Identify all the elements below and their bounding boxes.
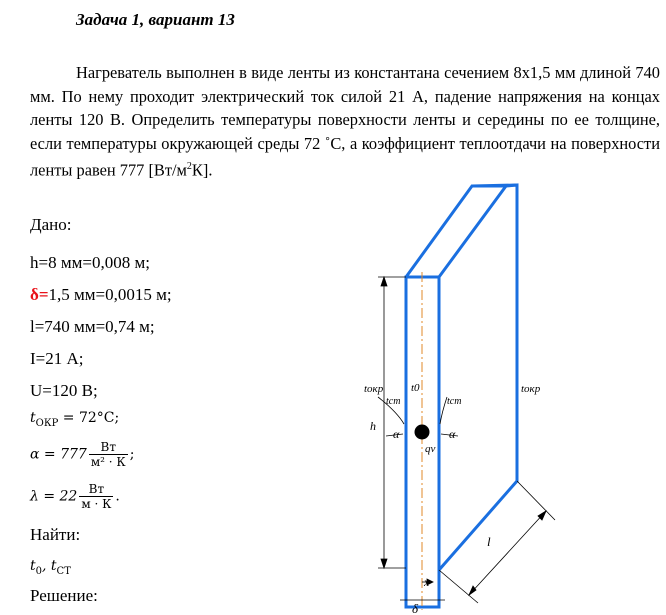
strip-side-face	[439, 185, 517, 570]
label-t0: t0	[411, 382, 420, 394]
solution-heading: Решение:	[30, 586, 98, 605]
lambda-suffix: .	[115, 488, 120, 505]
lambda-denominator: м · К	[81, 497, 112, 511]
t-okr-sub: ОКР	[35, 417, 59, 429]
lambda-numerator: Вт	[79, 482, 113, 497]
given-I: I=21 А;	[30, 349, 84, 368]
t0-sub: 0	[35, 565, 43, 577]
alpha-denominator: м² · К	[90, 455, 126, 469]
problem-title: Задача 1, вариант 13	[76, 10, 235, 29]
given-heading: Дано:	[30, 215, 72, 234]
problem-text: Нагреватель выполнен в виде ленты из константана сечением 8x1,5 мм длиной 740 мм. По нему проходит электрический ток силой 21 А, падение напряжения на концах ленты 120 В. Определить температуры поверхности ленты и середины по ее толщине, если температуры окружающей среды 72 ˚С, а коэффициент теплоотдачи на поверхности ленты равен 777 [Вт/м	[30, 63, 660, 180]
strip-top-edge	[472, 185, 517, 186]
find-heading: Найти:	[30, 525, 81, 544]
l-ext-top	[517, 481, 555, 520]
given-U: U=120 В;	[30, 381, 98, 400]
tst-symbol: , t	[42, 558, 57, 574]
label-h: h	[370, 419, 376, 433]
h-arrow-top	[381, 277, 387, 286]
problem-text-end: К].	[191, 160, 213, 180]
alpha-expr: α = 777	[30, 446, 87, 463]
l-arrow-bottom	[469, 586, 476, 595]
l-ext-bottom	[439, 570, 478, 603]
label-t-okr-left: tокр	[364, 383, 384, 395]
tst-sub: СТ	[56, 565, 71, 577]
alpha-suffix: ;	[129, 446, 135, 463]
label-qv: qv	[425, 443, 436, 455]
given-h: h=8 мм=0,008 м;	[30, 253, 150, 272]
label-l: l	[487, 534, 491, 549]
tst-right-leader	[440, 397, 447, 424]
label-tst-right: tст	[447, 396, 462, 407]
strip-body	[406, 185, 517, 607]
lambda-expr: λ = 22	[30, 488, 78, 505]
label-x: x	[424, 575, 430, 589]
strip-top-face	[406, 186, 506, 277]
given-l: l=740 мм=0,74 м;	[30, 317, 155, 336]
heat-source-point-icon	[415, 425, 430, 440]
label-alpha-left: α	[393, 427, 400, 441]
t0-symbol: t	[30, 558, 36, 574]
h-arrow-bottom	[381, 559, 387, 568]
length-dimension	[439, 481, 555, 603]
delta-value: 1,5 мм=0,0015 м;	[48, 285, 172, 304]
label-alpha-right: α	[449, 427, 456, 441]
delta-symbol: δ=	[30, 285, 49, 304]
t-okr-symbol: t	[30, 410, 36, 426]
alpha-numerator: Вт	[89, 440, 128, 455]
label-tst-left: tст	[386, 396, 401, 407]
problem-text-sup: 2	[186, 161, 192, 172]
t-okr-value: = 72°C;	[58, 410, 120, 426]
height-dimension	[378, 277, 406, 568]
label-delta: δ	[412, 601, 419, 615]
label-t-okr-right: tокр	[521, 383, 541, 395]
